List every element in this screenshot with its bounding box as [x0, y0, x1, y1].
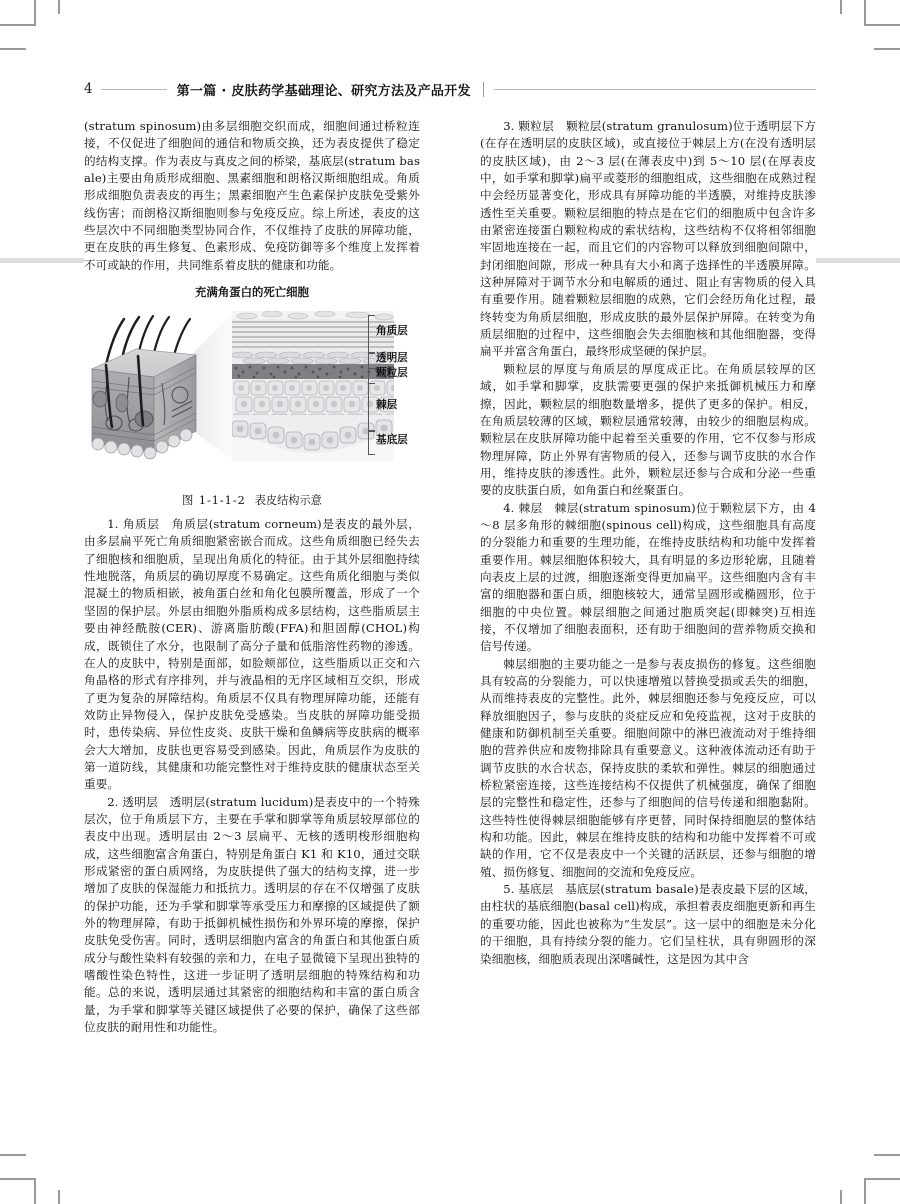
edge-tick-right [816, 258, 900, 263]
figure-caption-text: 表皮结构示意 [254, 494, 322, 508]
running-head-rule-right [494, 89, 816, 90]
figure-caption-number: 图 1-1-1-2 [182, 494, 246, 508]
crop-mark-bottom-right-v2 [840, 1190, 842, 1204]
running-head-divider [483, 82, 484, 97]
paragraph-continued: (stratum spinosum)由多层细胞交织而成，细胞间通过桥粒连接，不仅促进了细胞间的通信和物质交换，还为表皮提供了稳定的结构支撑。作为表皮与真皮之间的桥梁，基底层(stratum basale)主要由角质形成细胞、黑素细胞和朗格汉斯细胞组成。角质形成细胞负责表皮的再生；黑素细胞产生色素保护皮肤免受紫外线伤害；而朗格汉斯细胞则参与免疫反应。综上所述，表皮的这些层次中不同细胞类型协同合作，不仅维持了皮肤的屏障功能，更在皮肤的再生修复、色素形成、免疫防御等多个维度上发挥着不可或缺的作用，共同维系着皮肤的健康和功能。 [84, 119, 420, 272]
figure-illustration [84, 303, 420, 483]
crop-mark-top-left [0, 24, 36, 26]
brace-granulosum [368, 368, 375, 384]
figure-heading: 充满角蛋白的死亡细胞 [195, 285, 309, 300]
brace-corneum [368, 315, 375, 353]
crop-mark-bottom-right-h2 [874, 1154, 900, 1156]
figure-epidermis-structure [84, 284, 420, 508]
body-columns [84, 118, 816, 1158]
crop-mark-top-right-v [864, 0, 866, 24]
page-number: 4 [84, 81, 93, 97]
running-head-title: 第一篇 · 皮肤药学基础理论、研究方法及产品开发 [176, 83, 471, 99]
edge-tick-left [0, 258, 84, 263]
crop-mark-top-left-v [34, 0, 36, 24]
skin-block-illustration [92, 316, 196, 459]
paragraph-stratum-spinosum: 4. 棘层 棘层(stratum spinosum)位于颗粒层下方，由 4～8 层多角形的棘细胞(spinous cell)构成，这些细胞具有高度的分裂能力和重要的生理功能，在维持皮肤结构和功能中发挥着重要作用。棘层细胞体积较大，具有明显的多边形轮廓，且随着向表皮上层的过渡，细胞逐渐变得更加扁平。这些细胞内含有丰富的细胞器和蛋白质，细胞核较大，通常呈圆形或椭圆形，位于细胞的中央位置。棘层细胞之间通过胞质突起(即棘突)互相连接，不仅增加了细胞表面积，还有助于细胞间的营养物质交换和信号传递。 [480, 500, 816, 654]
brace-lucidum [368, 353, 375, 369]
paragraph-stratum-corneum: 1. 角质层 角质层(stratum corneum)是表皮的最外层，由多层扁平死亡角质细胞紧密嵌合而成。这些角质细胞已经失去了细胞核和细胞质，呈现出角质化的特征。由于其外层细胞持续性地脱落，角质层的确切厚度不易确定。这些角质化细胞与类似混凝土的物质相嵌，被角蛋白丝和角化包膜所覆盖，形成了一个坚固的保护层。外层由细胞外脂质构成多层结构，这些脂质层主要由神经酰胺(CER)、游离脂肪酸(FFA)和胆固醇(CHOL)构成，既锁住了水分，也限制了高分子量和低脂溶性药物的渗透。在人的皮肤中，特别是面部，如脸颊部位，这些脂质以正交和六角晶格的形式有序排列，并与液晶相的无序区域相互交织，形成了更为复杂的屏障结构。角质层不仅具有物理屏障功能，还能有效防止异物侵入，保护皮肤免受感染。当皮肤的屏障功能受损时，患传染病、异位性皮炎、皮肤干燥和鱼鳞病等皮肤病的概率会大大增加，皮肤也更容易受到感染。因此，角质层作为皮肤的第一道防线，其健康和功能完整性对于维持皮肤的健康状态至关重要。 [84, 517, 420, 792]
layer-label-lucidum: 透明层 [376, 352, 408, 365]
paragraph-stratum-basale: 5. 基底层 基底层(stratum basale)是表皮最下层的区域，由柱状的基底细胞(basal cell)构成，承担着表皮细胞更新和再生的重要功能，因此也被称为“生发层”。这一层中的细胞是未分化的干细胞，具有持续分裂的能力。它们呈柱状，具有卵圆形的深染细胞核，细胞质表现出深嗜碱性，这是因为其中含 [480, 882, 816, 966]
figure-layer-labels [376, 311, 420, 461]
crop-mark-bottom-left-h2 [0, 1154, 26, 1156]
paragraph-granulosum-thickness: 颗粒层的厚度与角质层的厚度成正比。在角质层较厚的区域，如手掌和脚掌，皮肤需要更强的保护来抵御机械压力和摩擦，因此，颗粒层的细胞数量增多，提供了更多的保护。相反，在角质层较薄的区域，颗粒层通常较薄，由较少的细胞层构成。颗粒层在皮肤屏障功能中起着至关重要的作用，它不仅参与形成物理屏障，防止外界有害物质的侵入，还参与调节皮肤的水合作用，维持皮肤的渗透性。此外，颗粒层还参与合成和分泌一些重要的皮肤蛋白质，如角蛋白和丝聚蛋白。 [480, 361, 816, 498]
running-head-rule-left [101, 89, 167, 90]
paragraph-stratum-granulosum: 3. 颗粒层 颗粒层(stratum granulosum)位于透明层下方(在存在透明层的皮肤区域)，或直接位于棘层上方(在没有透明层的皮肤区域)，由 2～3 层(在薄表皮中)到 5～10 层(在厚表皮中，如手掌和脚掌)扁平或菱形的细胞组成，这些细胞在成熟过程中会经历显著变化，形成具有屏障功能的半透膜，对维持皮肤渗透性至关重要。颗粒层细胞的特点是在它们的细胞质中包含许多由紧密连接蛋白颗粒构成的索状结构，这些结构不仅将相邻细胞牢固地连接在一起，而且它们的内容物可以释放到细胞间隙中，封闭细胞间隙，形成一种具有大小和离子选择性的半透膜屏障。这种屏障对于调节水分和电解质的通过、阻止有害物质的侵入具有重要作用。随着颗粒层细胞的成熟，它们会经历角化过程，最终转变为角质层细胞，形成皮肤的最外层保护屏障。在转变为角质层细胞的过程中，这些细胞会失去细胞核和其他细胞器，变得扁平并富含角蛋白，最终形成坚硬的保护层。 [480, 119, 816, 359]
left-column [84, 118, 420, 1158]
crop-mark-top-right-h2 [874, 48, 900, 50]
crop-mark-bottom-left-v2 [58, 1190, 60, 1204]
crop-mark-top-left-h2 [0, 48, 26, 50]
crop-mark-bottom-left [0, 1178, 36, 1180]
crop-mark-top-right-v2 [840, 0, 842, 14]
paragraph-spinosum-function: 棘层细胞的主要功能之一是参与表皮损伤的修复。这些细胞具有较高的分裂能力，可以快速增殖以替换受损或丢失的细胞，从而维持表皮的完整性。此外，棘层细胞还参与免疫反应，可以释放细胞因子，参与皮肤的炎症反应和免疫监视，这对于皮肤的健康和防御机制至关重要。细胞间隙中的淋巴液流动对于维持细胞的营养供应和废物排除具有重要意义。这种液体流动还有助于调节皮肤的水合状态，保持皮肤的柔软和弹性。棘层的细胞通过桥粒紧密连接，这些连接结构不仅提供了机械强度，确保了细胞层的完整性和稳定性，还参与了细胞间的信号传递和细胞黏附。这些特性使得棘层细胞能够有序更替，同时保持细胞层的整体结构和功能。因此，棘层在维持皮肤的结构和功能中发挥着不可或缺的作用，它不仅是表皮中一个关键的活跃层，还参与细胞的增殖、损伤修复、细胞间的交流和免疫反应。 [480, 656, 816, 879]
layer-label-granulosum: 颗粒层 [376, 367, 408, 380]
figure-caption [84, 492, 420, 508]
crop-mark-bottom-right-v [864, 1180, 866, 1204]
brace-spinosum [368, 383, 375, 431]
crop-mark-bottom-left-v [34, 1180, 36, 1204]
crop-mark-bottom-right [864, 1178, 900, 1180]
right-column [480, 118, 816, 1158]
paragraph-stratum-lucidum: 2. 透明层 透明层(stratum lucidum)是表皮中的一个特殊层次，位于角质层下方，主要在手掌和脚掌等角质层较厚部位的表皮中出现。透明层由 2～3 层扁平、无核的透明梭形细胞构成，这些细胞富含角蛋白，特别是角蛋白 K1 和 K10，通过交联形成紧密的蛋白质网络，为皮肤提供了强大的结构支撑，进一步增加了皮肤的保湿能力和抵抗力。透明层的存在不仅增强了皮肤的保护功能，还为手掌和脚掌等承受压力和摩擦的区域提供了额外的物理屏障，有助于抵御机械性损伤和外界环境的摩擦，保护皮肤免受伤害。同时，透明层细胞内富含的角蛋白和其他蛋白质成分与酸性染料有较强的亲和力，在电子显微镜下呈现出独特的嗜酸性染色特性，这进一步证明了透明层细胞的特殊结构和功能。总的来说，透明层通过其紧密的细胞结构和丰富的蛋白质含量，为手掌和脚掌等关键区域提供了必要的保护，确保了这些部位皮肤的耐用性和功能性。 [84, 794, 420, 1035]
crop-mark-top-left-v2 [58, 0, 60, 14]
brace-basale [368, 431, 375, 455]
layer-label-corneum: 角质层 [376, 325, 408, 338]
layer-label-spinosum: 棘层 [376, 399, 398, 412]
running-head [84, 76, 816, 102]
layer-label-basale: 基底层 [376, 434, 408, 447]
crop-mark-top-right [864, 24, 900, 26]
